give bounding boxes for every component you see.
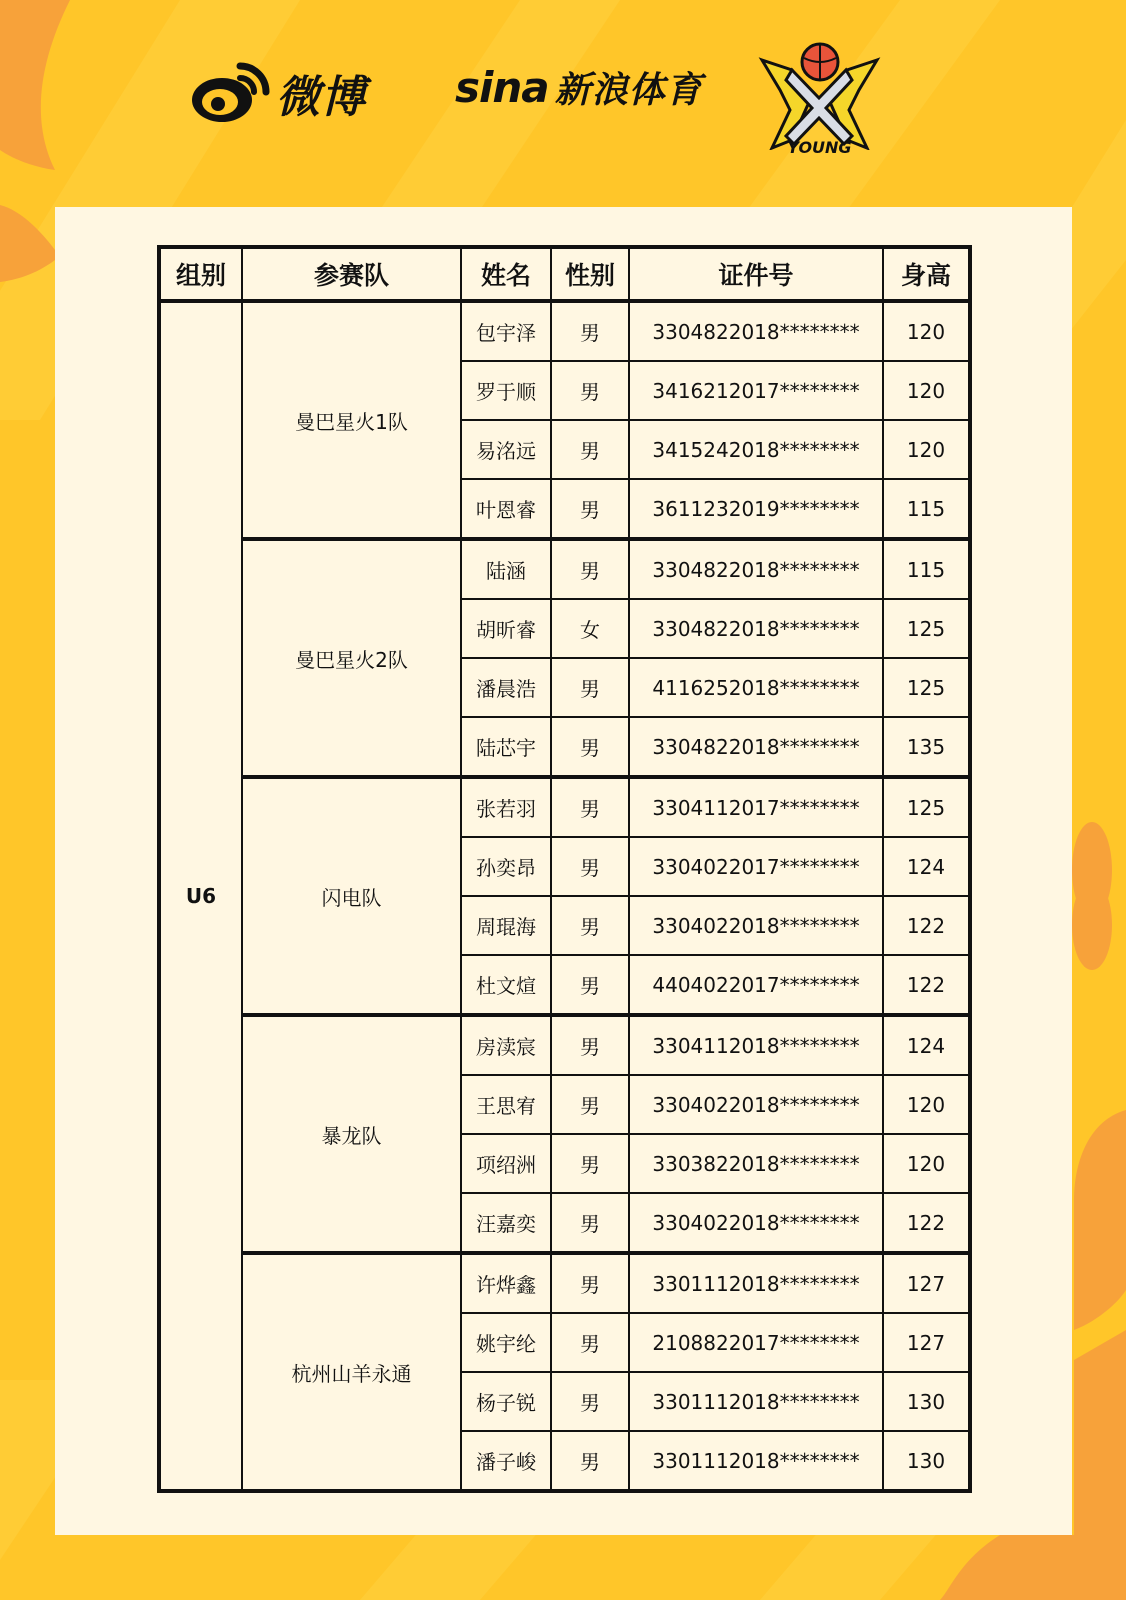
player-gender: 女 (551, 599, 629, 658)
player-name: 杜文煊 (461, 955, 551, 1015)
player-id: 3301112018******** (629, 1253, 883, 1313)
sina-sports-wordmark: 新浪体育 (554, 70, 703, 111)
header-height: 身高 (883, 247, 970, 301)
player-id: 3304022018******** (629, 896, 883, 955)
player-height: 124 (883, 1015, 970, 1075)
player-name: 易洺远 (461, 420, 551, 479)
player-name: 周琨海 (461, 896, 551, 955)
player-name: 许烨鑫 (461, 1253, 551, 1313)
player-height: 120 (883, 301, 970, 361)
group-cell: U6 (159, 301, 242, 1491)
header-group: 组别 (159, 247, 242, 301)
player-gender: 男 (551, 717, 629, 777)
player-id: 3304022017******** (629, 837, 883, 896)
player-id: 3611232019******** (629, 479, 883, 539)
weibo-logo (190, 58, 366, 128)
player-gender: 男 (551, 1015, 629, 1075)
player-id: 3416212017******** (629, 361, 883, 420)
player-gender: 男 (551, 1193, 629, 1253)
player-height: 135 (883, 717, 970, 777)
player-id: 3304822018******** (629, 717, 883, 777)
team-cell: 闪电队 (242, 777, 461, 1015)
player-gender: 男 (551, 361, 629, 420)
player-name: 张若羽 (461, 777, 551, 837)
player-height: 120 (883, 420, 970, 479)
table-row (159, 1253, 970, 1313)
player-name: 陆涵 (461, 539, 551, 599)
player-height: 124 (883, 837, 970, 896)
player-gender: 男 (551, 539, 629, 599)
player-name: 陆芯宇 (461, 717, 551, 777)
player-gender: 男 (551, 301, 629, 361)
player-id: 3304022018******** (629, 1193, 883, 1253)
player-name: 叶恩睿 (461, 479, 551, 539)
player-height: 130 (883, 1431, 970, 1491)
player-id: 3301112018******** (629, 1431, 883, 1491)
player-height: 115 (883, 479, 970, 539)
player-height: 125 (883, 658, 970, 717)
player-id: 4116252018******** (629, 658, 883, 717)
player-height: 125 (883, 599, 970, 658)
player-id: 3301112018******** (629, 1372, 883, 1431)
player-gender: 男 (551, 1313, 629, 1372)
table-header-row (159, 247, 970, 301)
roster-table (157, 245, 972, 1493)
player-gender: 男 (551, 1431, 629, 1491)
player-height: 127 (883, 1253, 970, 1313)
player-name: 潘子峻 (461, 1431, 551, 1491)
player-height: 125 (883, 777, 970, 837)
young-wordmark: YOUNG (787, 138, 852, 157)
header-gender: 性别 (551, 247, 629, 301)
team-cell: 曼巴星火2队 (242, 539, 461, 777)
header-id-number: 证件号 (629, 247, 883, 301)
player-gender: 男 (551, 420, 629, 479)
sina-wordmark: sina (455, 63, 549, 112)
weibo-eye-icon (190, 58, 270, 128)
player-name: 罗于顺 (461, 361, 551, 420)
player-name: 胡昕睿 (461, 599, 551, 658)
player-gender: 男 (551, 896, 629, 955)
player-height: 122 (883, 1193, 970, 1253)
player-id: 3415242018******** (629, 420, 883, 479)
young-logo (752, 30, 887, 160)
player-id: 4404022017******** (629, 955, 883, 1015)
player-gender: 男 (551, 1253, 629, 1313)
player-id: 3304822018******** (629, 301, 883, 361)
header-name: 姓名 (461, 247, 551, 301)
player-gender: 男 (551, 479, 629, 539)
player-name: 王思宥 (461, 1075, 551, 1134)
young-x-basketball-icon (752, 40, 887, 150)
team-cell: 杭州山羊永通 (242, 1253, 461, 1491)
player-name: 包宇泽 (461, 301, 551, 361)
player-gender: 男 (551, 1075, 629, 1134)
player-name: 姚宇纶 (461, 1313, 551, 1372)
player-id: 3303822018******** (629, 1134, 883, 1193)
weibo-wordmark: 微博 (276, 72, 366, 123)
player-id: 3304822018******** (629, 599, 883, 658)
player-name: 杨子锐 (461, 1372, 551, 1431)
player-id: 3304822018******** (629, 539, 883, 599)
player-height: 127 (883, 1313, 970, 1372)
player-gender: 男 (551, 1372, 629, 1431)
player-gender: 男 (551, 777, 629, 837)
player-id: 2108822017******** (629, 1313, 883, 1372)
player-height: 130 (883, 1372, 970, 1431)
player-id: 3304112018******** (629, 1015, 883, 1075)
player-id: 3304022018******** (629, 1075, 883, 1134)
player-height: 122 (883, 955, 970, 1015)
player-height: 122 (883, 896, 970, 955)
player-name: 汪嘉奕 (461, 1193, 551, 1253)
sina-sports-logo (455, 62, 703, 113)
table-row (159, 539, 970, 599)
player-name: 潘晨浩 (461, 658, 551, 717)
player-gender: 男 (551, 658, 629, 717)
player-name: 孙奕昂 (461, 837, 551, 896)
player-height: 120 (883, 1134, 970, 1193)
player-gender: 男 (551, 837, 629, 896)
player-gender: 男 (551, 955, 629, 1015)
player-height: 120 (883, 361, 970, 420)
header-team: 参赛队 (242, 247, 461, 301)
table-row (159, 301, 970, 361)
team-cell: 曼巴星火1队 (242, 301, 461, 539)
player-name: 项绍洲 (461, 1134, 551, 1193)
player-height: 120 (883, 1075, 970, 1134)
header-logos (0, 0, 1126, 205)
player-height: 115 (883, 539, 970, 599)
player-id: 3304112017******** (629, 777, 883, 837)
player-name: 房渎宸 (461, 1015, 551, 1075)
player-gender: 男 (551, 1134, 629, 1193)
table-row (159, 777, 970, 837)
table-row (159, 1015, 970, 1075)
team-cell: 暴龙队 (242, 1015, 461, 1253)
